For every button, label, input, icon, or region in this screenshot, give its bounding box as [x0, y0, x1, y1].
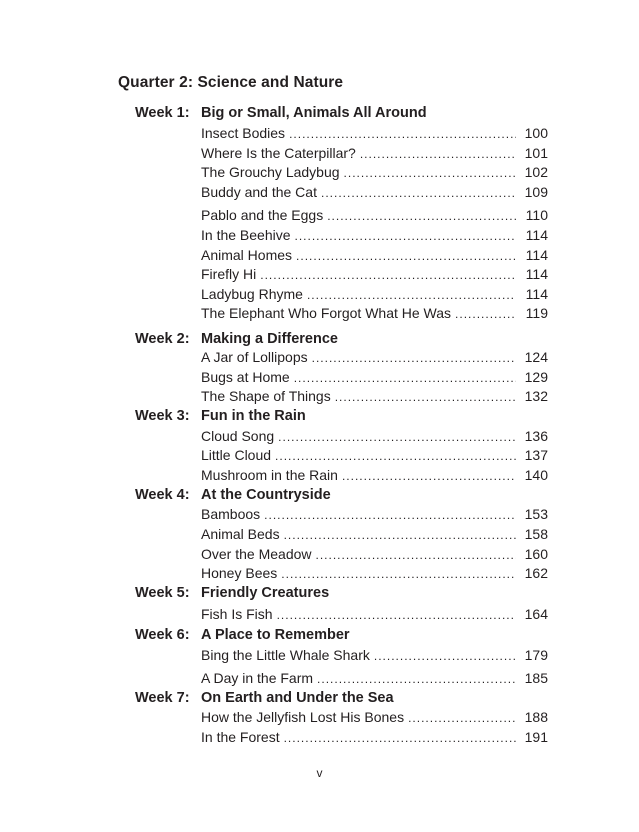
week-label: Week 4:: [135, 487, 190, 503]
toc-entry: [201, 606, 548, 625]
dot-leader: [317, 672, 516, 686]
toc-entry-title: Over the Meadow: [201, 546, 312, 562]
toc-entry-page: 129: [524, 369, 548, 385]
week-title: Fun in the Rain: [201, 408, 306, 424]
toc-entry-page: 102: [524, 164, 548, 180]
toc-entry: [201, 565, 548, 584]
week-title: On Earth and Under the Sea: [201, 690, 394, 706]
toc-entry-page: 119: [525, 305, 548, 321]
toc-entry-page: 124: [524, 349, 548, 365]
toc-entry-page: 188: [524, 709, 548, 725]
week-title: Big or Small, Animals All Around: [201, 105, 427, 121]
toc-entry-title: The Elephant Who Forgot What He Was: [201, 305, 452, 321]
week-label: Week 2:: [135, 331, 190, 347]
dot-leader: [342, 469, 516, 483]
toc-entry-title: Cloud Song: [201, 428, 275, 444]
dot-leader: [295, 229, 516, 243]
toc-entry-page: 158: [524, 526, 548, 542]
toc-entry-title: Buddy and the Cat: [201, 184, 317, 200]
toc-entry-title: Firefly Hi: [201, 266, 257, 282]
toc-entry-page: 160: [524, 546, 548, 562]
dot-leader: [277, 608, 516, 622]
toc-entry-page: 114: [525, 247, 548, 263]
toc-entry-title: A Day in the Farm: [201, 670, 314, 686]
dot-leader: [284, 528, 516, 542]
toc-entry-title: Little Cloud: [201, 447, 272, 463]
toc-entry-page: 114: [525, 227, 548, 243]
dot-leader: [307, 288, 516, 302]
toc-entry: [201, 388, 548, 407]
toc-entry-page: 162: [524, 565, 548, 581]
toc-entry-page: 137: [524, 447, 548, 463]
toc-entry-title: Bugs at Home: [201, 369, 290, 385]
week-label: Week 3:: [135, 408, 190, 424]
dot-leader: [260, 268, 516, 282]
toc-entry-page: 185: [524, 670, 548, 686]
toc-entry-title: Animal Homes: [201, 247, 293, 263]
toc-entry: [201, 670, 548, 689]
toc-entry-page: 140: [524, 467, 548, 483]
toc-entry: [201, 526, 548, 545]
dot-leader: [408, 711, 516, 725]
toc-entry-title: Fish Is Fish: [201, 606, 273, 622]
toc-entry-title: A Jar of Lollipops: [201, 349, 308, 365]
toc-entry-page: 179: [524, 647, 548, 663]
toc-entry-page: 100: [524, 125, 548, 141]
dot-leader: [289, 127, 516, 141]
toc-entry-page: 109: [524, 184, 548, 200]
dot-leader: [344, 166, 516, 180]
toc-entry: [201, 227, 548, 246]
toc-entry-title: Animal Beds: [201, 526, 280, 542]
dot-leader: [275, 449, 516, 463]
toc-entry-page: 153: [524, 506, 548, 522]
dot-leader: [278, 430, 516, 444]
dot-leader: [281, 567, 516, 581]
week-title: At the Countryside: [201, 487, 331, 503]
toc-entry: [201, 125, 548, 144]
dot-leader: [327, 209, 516, 223]
toc-entry: [201, 729, 548, 748]
toc-entry-title: Pablo and the Eggs: [201, 207, 324, 223]
toc-entry: [201, 428, 548, 447]
toc-entry-page: 101: [524, 145, 548, 161]
dot-leader: [374, 649, 516, 663]
toc-entry-title: How the Jellyfish Lost His Bones: [201, 709, 405, 725]
dot-leader: [294, 371, 516, 385]
toc-entry-title: The Shape of Things: [201, 388, 331, 404]
toc-entry-page: 191: [524, 729, 548, 745]
page-number: v: [316, 766, 323, 780]
toc-entry: [201, 207, 548, 226]
toc-entry-title: Insect Bodies: [201, 125, 286, 141]
toc-entry: [201, 184, 548, 203]
toc-entry: [201, 145, 548, 164]
toc-entry: [201, 369, 548, 388]
dot-leader: [360, 147, 516, 161]
toc-entry-page: 132: [524, 388, 548, 404]
toc-entry-title: Mushroom in the Rain: [201, 467, 338, 483]
toc-entry-page: 114: [525, 266, 548, 282]
dot-leader: [455, 307, 516, 321]
toc-entry: [201, 447, 548, 466]
toc-entry-title: Honey Bees: [201, 565, 278, 581]
toc-entry-title: Bamboos: [201, 506, 261, 522]
week-label: Week 1:: [135, 105, 190, 121]
dot-leader: [312, 351, 516, 365]
week-title: A Place to Remember: [201, 627, 350, 643]
week-title: Friendly Creatures: [201, 585, 330, 601]
toc-entry: [201, 709, 548, 728]
toc-entry-page: 110: [525, 207, 548, 223]
dot-leader: [321, 186, 516, 200]
week-label: Week 5:: [135, 585, 190, 601]
toc-entry-title: Ladybug Rhyme: [201, 286, 303, 302]
toc-entry: [201, 647, 548, 666]
toc-entry-page: 114: [525, 286, 548, 302]
toc-entry-title: The Grouchy Ladybug: [201, 164, 340, 180]
dot-leader: [264, 508, 516, 522]
toc-entry: [201, 164, 548, 183]
toc-entry-title: In the Forest: [201, 729, 280, 745]
dot-leader: [316, 548, 517, 562]
toc-entry: [201, 305, 548, 324]
toc-entry-title: Bing the Little Whale Shark: [201, 647, 370, 663]
dot-leader: [296, 249, 516, 263]
quarter-title: Quarter 2: Science and Nature: [118, 74, 344, 91]
week-title: Making a Difference: [201, 331, 338, 347]
toc-entry: [201, 286, 548, 305]
toc-entry: [201, 467, 548, 486]
toc-entry: [201, 266, 548, 285]
dot-leader: [284, 731, 516, 745]
toc-entry: [201, 546, 548, 565]
week-label: Week 7:: [135, 690, 190, 706]
toc-entry: [201, 349, 548, 368]
toc-entry-title: Where Is the Caterpillar?: [201, 145, 356, 161]
toc-entry-page: 164: [524, 606, 548, 622]
toc-entry-title: In the Beehive: [201, 227, 291, 243]
week-label: Week 6:: [135, 627, 190, 643]
toc-entry-page: 136: [524, 428, 548, 444]
toc-entry: [201, 247, 548, 266]
dot-leader: [335, 390, 516, 404]
toc-entry: [201, 506, 548, 525]
